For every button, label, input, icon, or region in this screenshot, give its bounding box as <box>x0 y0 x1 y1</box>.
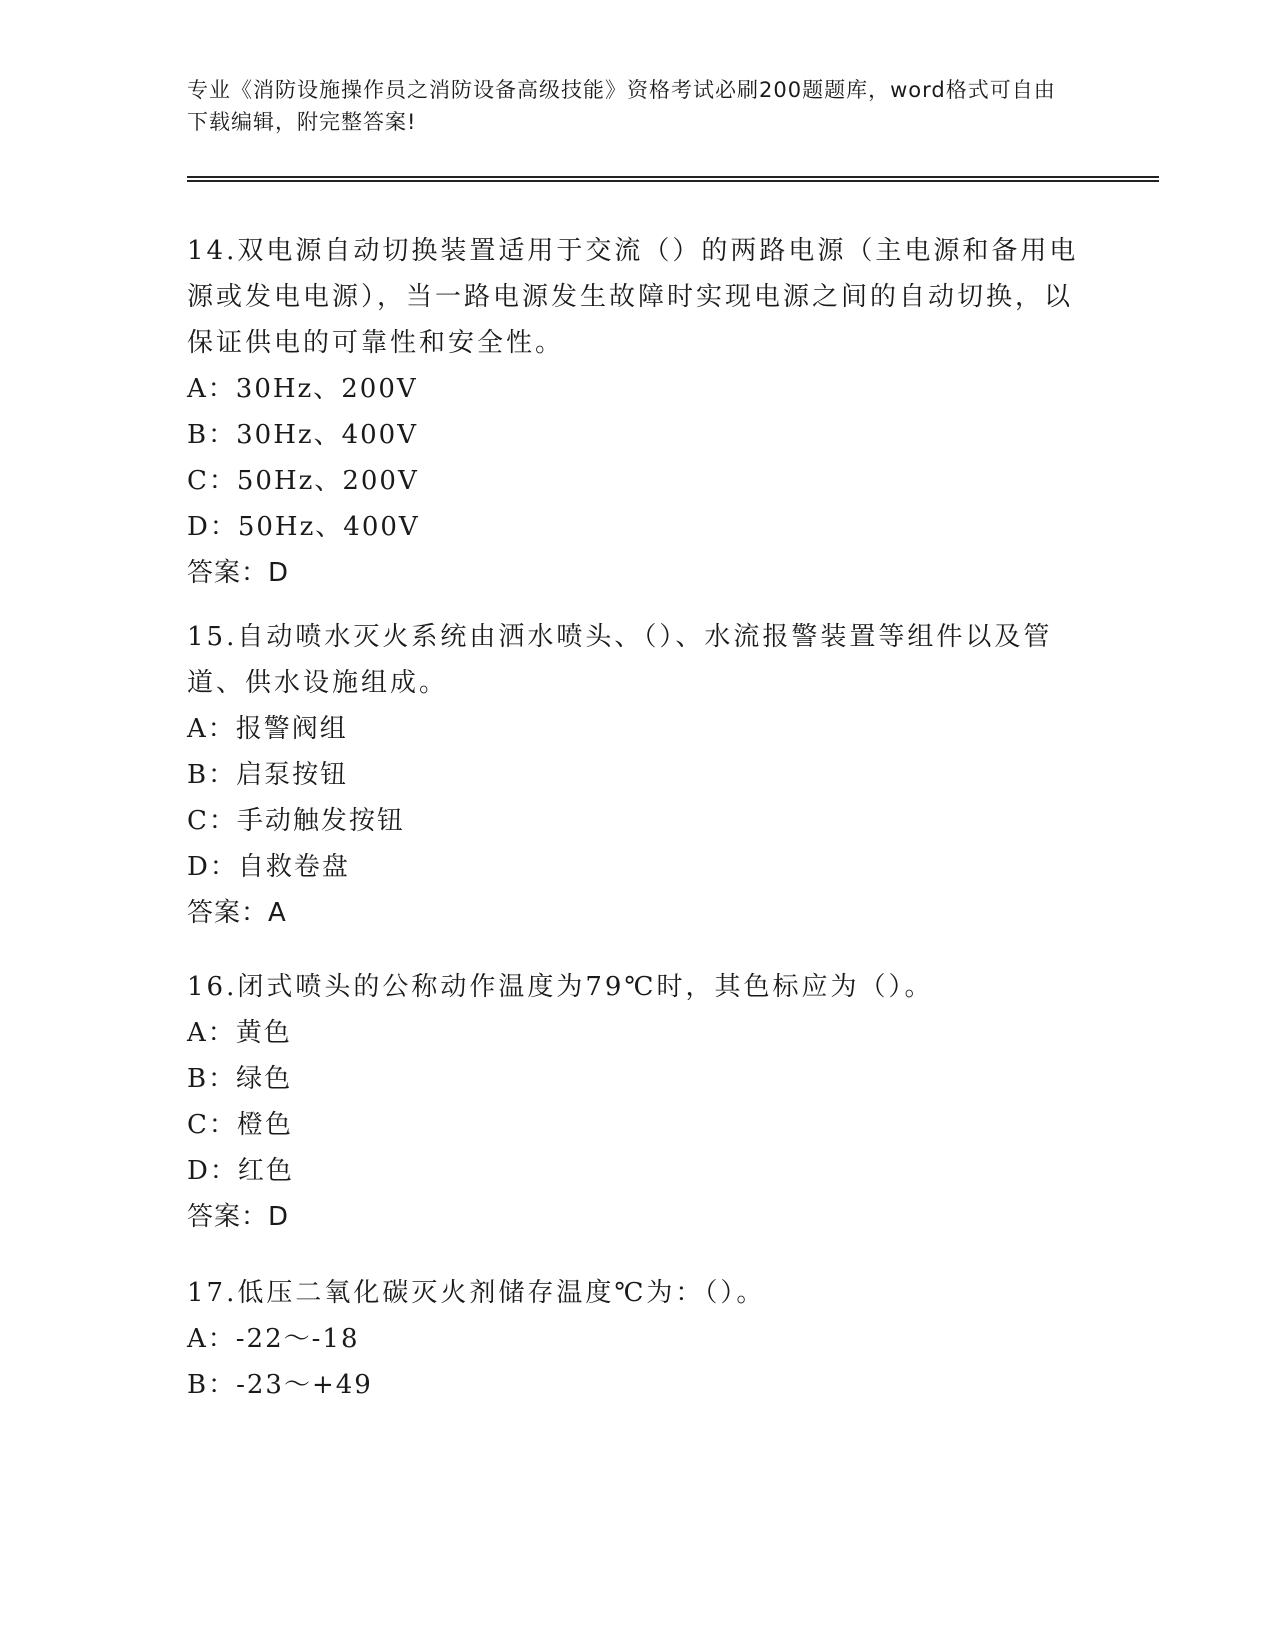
document-header: 专业《消防设施操作员之消防设备高级技能》资格考试必刷200题题库，word格式可自由下载编辑，附完整答案! <box>187 78 1056 134</box>
question-stem: 16.闭式喷头的公称动作温度为79℃时，其色标应为（）。 <box>187 972 934 1002</box>
question-17 <box>187 1270 1087 1408</box>
option-b: B：30Hz、400V <box>187 420 418 450</box>
option-c: C：50Hz、200V <box>187 466 419 496</box>
question-stem: 15.自动喷水灭火系统由洒水喷头、（）、水流报警装置等组件以及管道、供水设施组成。 <box>187 622 1053 698</box>
header-divider <box>187 176 1159 182</box>
option-b: B：绿色 <box>187 1064 293 1094</box>
question-14 <box>187 228 1087 596</box>
question-16 <box>187 964 1087 1240</box>
option-a: A：报警阀组 <box>187 714 348 744</box>
option-a: A：-22～-18 <box>187 1324 360 1354</box>
option-a: A：黄色 <box>187 1018 292 1048</box>
answer-line: 答案：A <box>187 898 287 928</box>
option-d: D：红色 <box>187 1156 294 1186</box>
question-stem: 17.低压二氧化碳灭火剂储存温度℃为：（）。 <box>187 1278 766 1308</box>
question-15 <box>187 614 1087 936</box>
option-b: B：启泵按钮 <box>187 760 349 790</box>
option-c: C：橙色 <box>187 1110 293 1140</box>
document-page <box>187 0 1157 1650</box>
option-d: D：自救卷盘 <box>187 852 350 882</box>
option-c: C：手动触发按钮 <box>187 806 405 836</box>
answer-line: 答案：D <box>187 558 290 588</box>
option-d: D：50Hz、400V <box>187 512 420 542</box>
option-b: B：-23～+49 <box>187 1370 373 1400</box>
answer-line: 答案：D <box>187 1202 290 1232</box>
option-a: A：30Hz、200V <box>187 374 418 404</box>
question-stem: 14.双电源自动切换装置适用于交流（）的两路电源（主电源和备用电源或发电电源），当一路电源发生故障时实现电源之间的自动切换，以保证供电的可靠性和安全性。 <box>187 236 1079 358</box>
